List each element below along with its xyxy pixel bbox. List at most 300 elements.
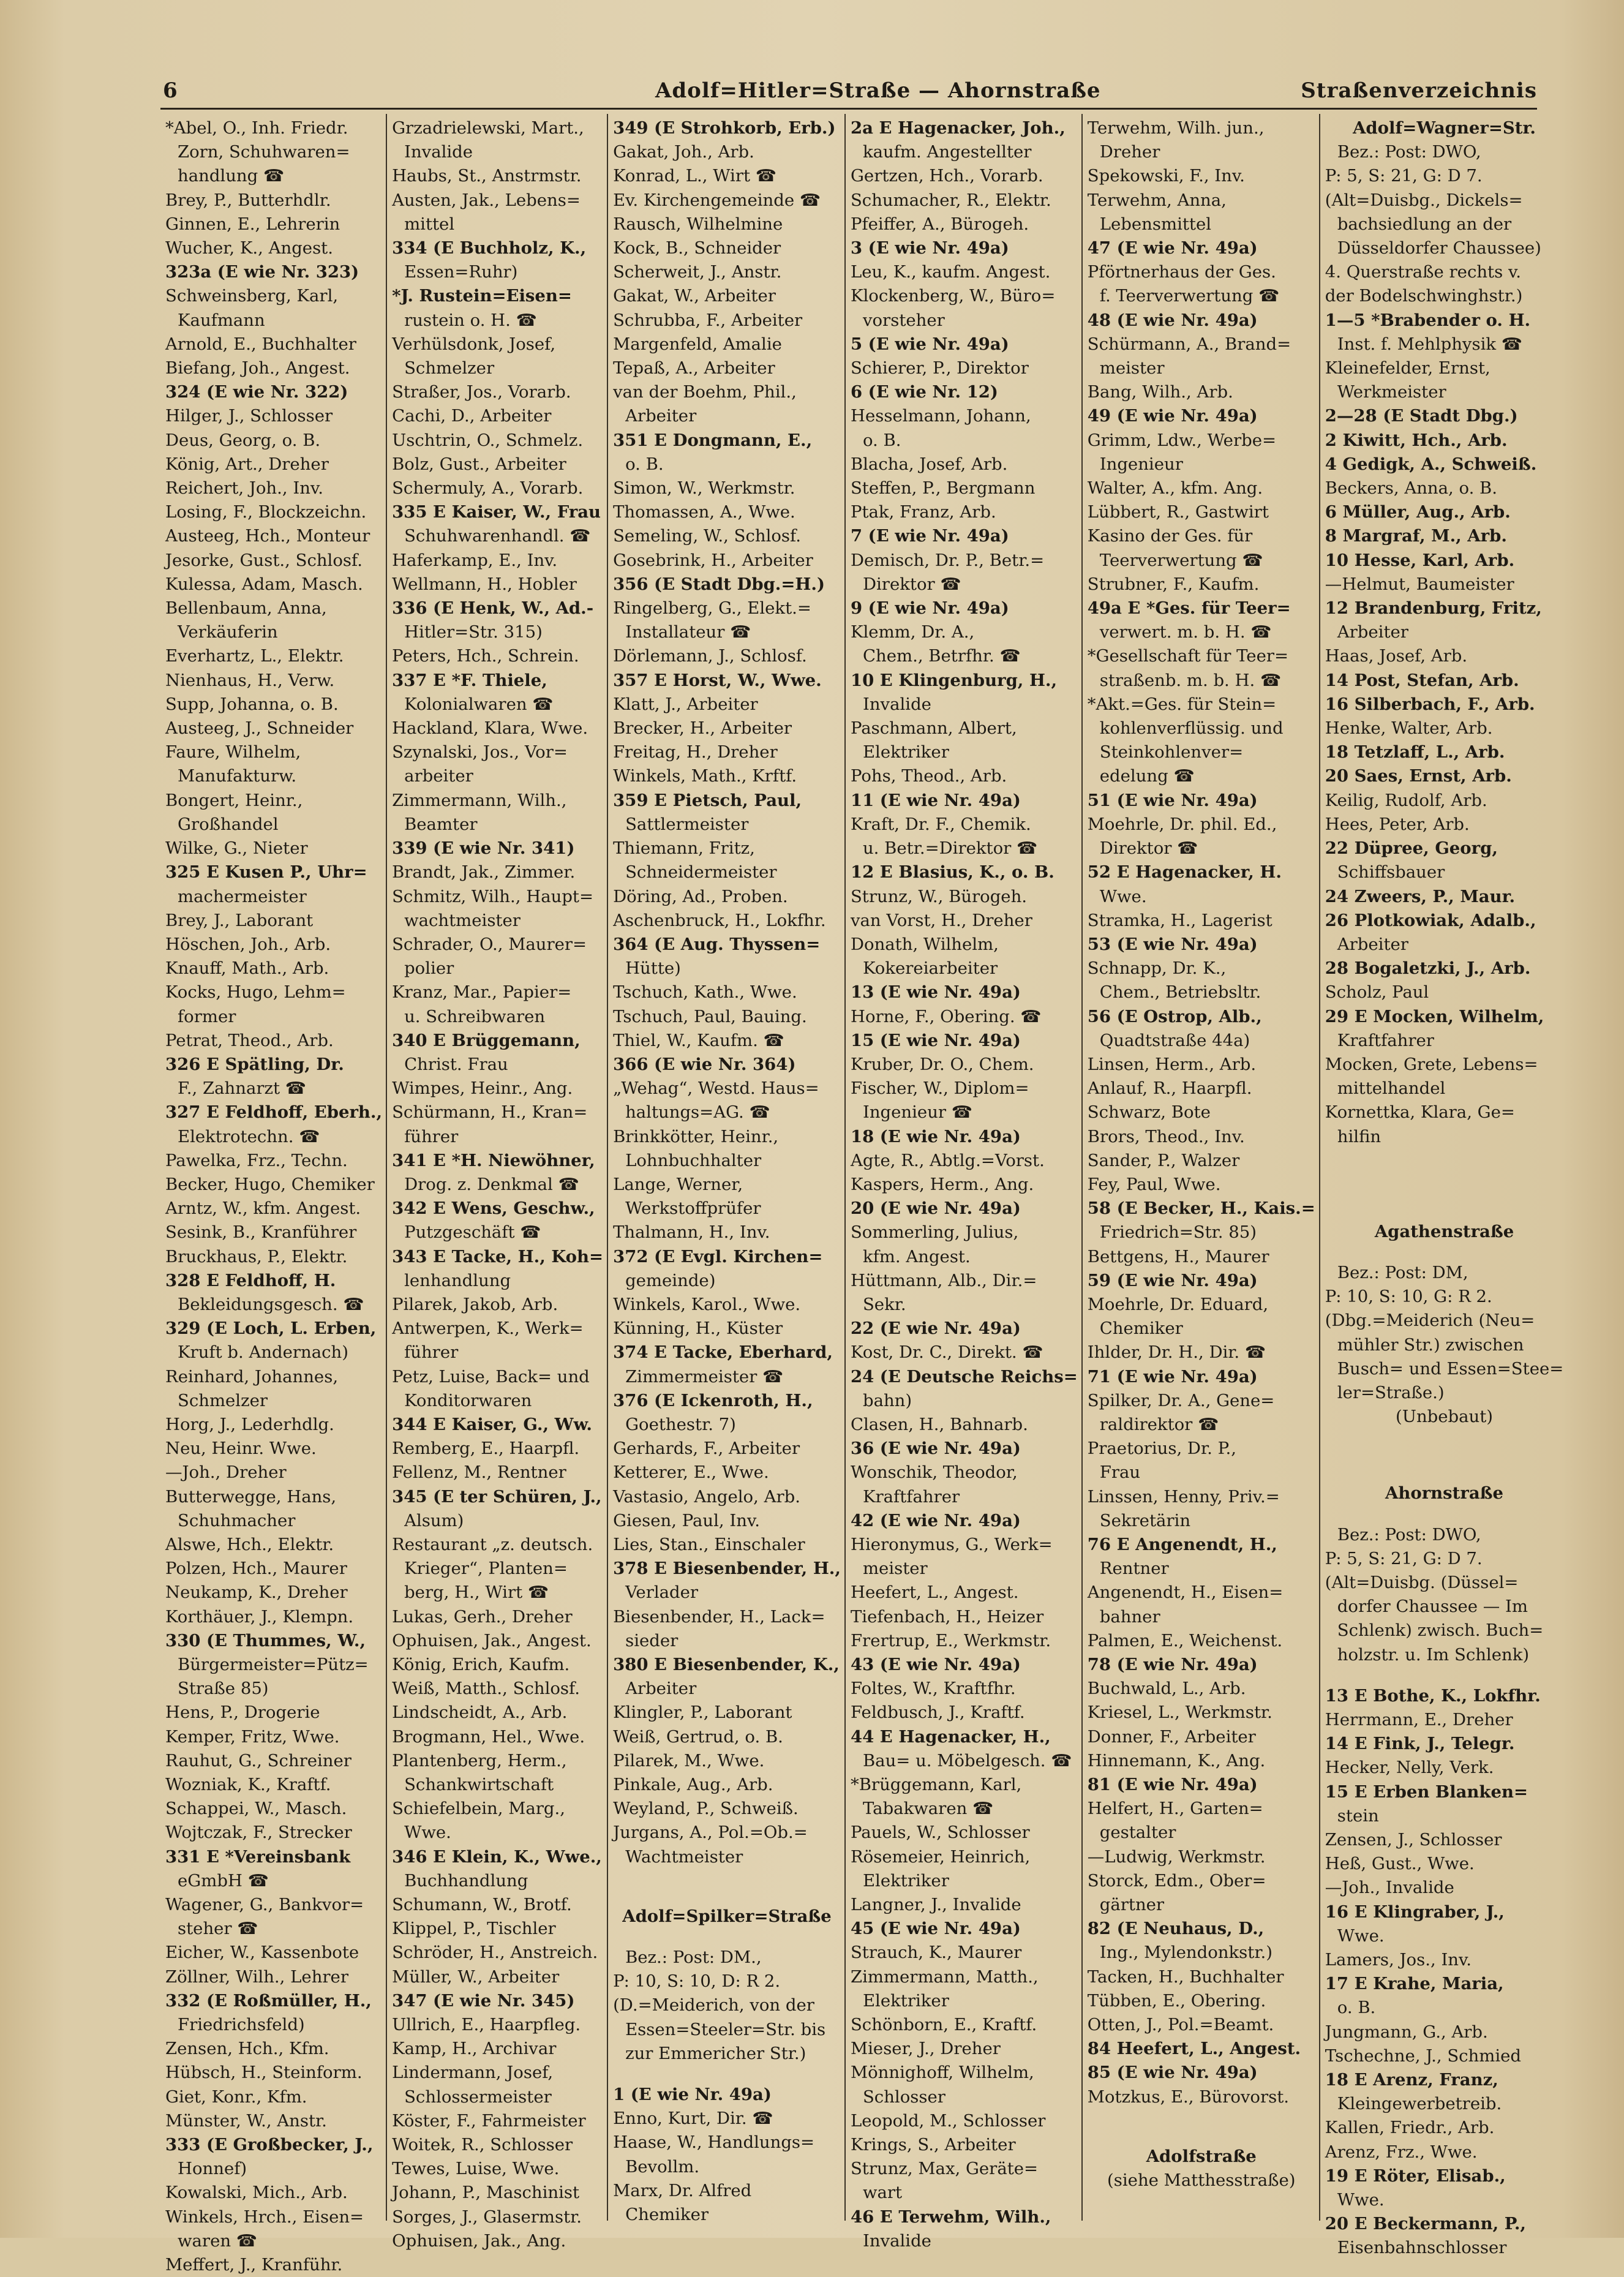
directory-entry-continuation: Sekr.	[862, 1294, 906, 1314]
directory-entry-continuation: Elektriker	[862, 1870, 949, 1891]
directory-entry-continuation: machermeister	[178, 886, 307, 906]
directory-entry: Nienhaus, H., Verw.	[165, 670, 335, 690]
directory-entry: Steffen, P., Bergmann	[850, 478, 1036, 499]
running-title: Adolf=Hitler=Straße — Ahornstraße	[655, 78, 1101, 103]
directory-entry-continuation: o. B.	[1337, 1998, 1376, 2018]
section-title: Straßenverzeichnis	[1301, 78, 1537, 103]
directory-entry-continuation: Kolonialwaren ☎	[404, 694, 554, 714]
directory-entry-continuation: Alsum)	[404, 1510, 464, 1530]
directory-entry: Palmen, E., Weichenst.	[1087, 1630, 1283, 1650]
directory-entry: Hieronymus, G., Werk=	[850, 1534, 1053, 1554]
directory-entry-continuation: Teerverwertung ☎	[1099, 550, 1263, 570]
directory-entry: Biesenbender, H., Lack=	[613, 1606, 825, 1627]
house-number-entry: 76 E Angenendt, H.,	[1087, 1534, 1277, 1554]
directory-entry: —Helmut, Baumeister	[1325, 574, 1514, 594]
directory-entry: Heefert, L., Angest.	[850, 1583, 1019, 1603]
directory-entry: (Alt=Duisbg., Dickels=	[1325, 190, 1523, 210]
directory-entry: Brecker, H., Arbeiter	[613, 718, 792, 739]
directory-entry: Jungmann, G., Arb.	[1325, 2022, 1488, 2042]
directory-entry: Simon, W., Werkmstr.	[613, 478, 795, 499]
house-number-entry: 8 Margraf, M., Arb.	[1325, 526, 1507, 546]
house-number-entry: 333 (E Großbecker, J.,	[165, 2135, 374, 2155]
directory-entry-continuation: Wachtmeister	[625, 1846, 743, 1867]
directory-entry-continuation: Schlenk) zwisch. Buch=	[1337, 1620, 1544, 1641]
house-number-entry: 13 (E wie Nr. 49a)	[850, 982, 1021, 1003]
directory-entry: Kraft, Dr. F., Chemik.	[850, 814, 1031, 834]
directory-entry-continuation: Arbeiter	[625, 1679, 697, 1699]
directory-entry: Leopold, M., Schlosser	[850, 2110, 1046, 2131]
directory-entry: Rauhut, G., Schreiner	[165, 1750, 351, 1771]
directory-entry: Schierer, P., Direktor	[850, 358, 1029, 378]
directory-entry-continuation: Tabakwaren ☎	[862, 1799, 994, 1819]
directory-entry-continuation: Invalide	[862, 694, 931, 714]
directory-entry-continuation: Kruft b. Andernach)	[178, 1342, 349, 1363]
directory-entry: Blacha, Josef, Arb.	[850, 454, 1008, 474]
directory-entry: Hackland, Klara, Wwe.	[392, 718, 588, 739]
directory-entry-continuation: steher ☎	[178, 1919, 258, 1939]
street-heading: Agathenstraße	[1374, 1221, 1514, 1241]
directory-entry-continuation: Werkmeister	[1337, 382, 1446, 402]
directory-entry: Haase, W., Handlungs=	[613, 2132, 815, 2153]
directory-entry: Lamers, Jos., Inv.	[1325, 1950, 1472, 1970]
house-number-entry: 18 E Arenz, Franz,	[1325, 2070, 1498, 2090]
directory-entry-continuation: Chemiker	[1099, 1319, 1183, 1339]
directory-entry-continuation: Kraftfahrer	[862, 1486, 960, 1507]
directory-entry: Pförtnerhaus der Ges.	[1087, 262, 1276, 282]
street-note: (siehe Matthesstraße)	[1107, 2170, 1296, 2191]
house-number-entry: 36 (E wie Nr. 49a)	[850, 1439, 1021, 1459]
directory-entry: Walter, A., kfm. Ang.	[1087, 478, 1263, 499]
directory-entry-continuation: Schlossermeister	[404, 2087, 552, 2107]
directory-entry-continuation: verwert. m. b. H. ☎	[1099, 622, 1272, 642]
directory-entry: der Bodelschwinghstr.)	[1325, 286, 1523, 306]
directory-entry-continuation: former	[178, 1006, 236, 1026]
directory-entry: Plantenberg, Herm.,	[392, 1750, 567, 1771]
directory-entry-continuation: Rentner	[1099, 1559, 1169, 1579]
directory-entry-continuation: Kleingewerbetreib.	[1337, 2094, 1502, 2114]
directory-entry: Lindermann, Josef,	[392, 2063, 554, 2083]
directory-entry: Szynalski, Jos., Vor=	[392, 742, 568, 762]
house-number-entry: 84 Heefert, L., Angest.	[1087, 2039, 1301, 2059]
directory-entry: König, Erich, Kaufm.	[392, 1655, 570, 1674]
spacer	[1325, 1667, 1564, 1684]
directory-entry: Ringelberg, G., Elekt.=	[613, 598, 811, 619]
house-number-entry: 2—28 (E Stadt Dbg.)	[1325, 406, 1518, 426]
directory-entry-continuation: haltungs=AG. ☎	[625, 1102, 770, 1123]
directory-entry: Scholz, Paul	[1325, 982, 1429, 1003]
header-rule	[160, 108, 1537, 110]
directory-entry: *Akt.=Ges. für Stein=	[1087, 694, 1277, 714]
directory-entry: Scherweit, J., Anstr.	[613, 262, 782, 282]
directory-entry: Sesink, B., Kranführer	[165, 1222, 357, 1243]
house-number-entry: 356 (E Stadt Dbg.=H.)	[613, 574, 825, 594]
house-number-entry: 349 (E Strohkorb, Erb.)	[613, 118, 836, 138]
directory-entry: Foltes, W., Kraftfhr.	[850, 1679, 1016, 1699]
spacer	[613, 2066, 841, 2083]
house-number-entry: 24 (E Deutsche Reichs=	[850, 1366, 1078, 1387]
directory-entry-continuation: wart	[862, 2183, 903, 2203]
directory-entry: Stramka, H., Lagerist	[1087, 910, 1273, 930]
directory-entry-continuation: Eisenbahnschlosser	[1337, 2238, 1507, 2258]
directory-entry: Moehrle, Dr. phil. Ed.,	[1087, 814, 1277, 834]
house-number-entry: 18 (E wie Nr. 49a)	[850, 1126, 1021, 1146]
directory-entry: Haas, Josef, Arb.	[1325, 646, 1468, 666]
directory-entry: Ophuisen, Jak., Ang.	[392, 2230, 566, 2251]
directory-entry-continuation: führer	[404, 1342, 459, 1363]
directory-entry-continuation: gestalter	[1099, 1823, 1176, 1843]
house-number-entry: 335 E Kaiser, W., Frau	[392, 502, 601, 522]
directory-entry: Ketterer, E., Wwe.	[613, 1462, 769, 1483]
directory-entry-continuation: Frau	[1099, 1462, 1141, 1483]
directory-entry: „Wehag“, Westd. Haus=	[613, 1078, 819, 1099]
house-number-entry: 18 Tetzlaff, L., Arb.	[1325, 742, 1505, 762]
house-number-entry: 339 (E wie Nr. 341)	[392, 838, 575, 859]
directory-entry: Uschtrin, O., Schmelz.	[392, 430, 584, 450]
directory-entry-continuation: raldirektor ☎	[1099, 1414, 1219, 1434]
directory-entry: Polzen, Hch., Maurer	[165, 1559, 347, 1579]
page-header	[153, 78, 1537, 115]
directory-entry: Becker, Hugo, Chemiker	[165, 1174, 375, 1194]
directory-entry: Terwehm, Wilh. jun.,	[1087, 118, 1265, 138]
directory-entry-continuation: Buchhandlung	[404, 1870, 528, 1891]
house-number-entry: 14 Post, Stefan, Arb.	[1325, 670, 1519, 690]
directory-entry: Neukamp, K., Dreher	[165, 1583, 348, 1603]
directory-entry: Gakat, W., Arbeiter	[613, 286, 776, 306]
house-number-entry: 1—5 *Brabender o. H.	[1325, 310, 1531, 330]
directory-entry-continuation: Kraftfahrer	[1337, 1030, 1434, 1050]
directory-entry: Horg, J., Lederhdlg.	[165, 1414, 334, 1434]
house-number-entry: 47 (E wie Nr. 49a)	[1087, 238, 1258, 258]
directory-entry: Ptak, Franz, Arb.	[850, 502, 996, 522]
directory-entry-continuation: kohlenverflüssig. und	[1099, 718, 1284, 739]
spacer	[1325, 1506, 1564, 1523]
directory-entry: Austeeg, Hch., Monteur	[165, 526, 370, 546]
directory-entry: Remberg, E., Haarpfl.	[392, 1439, 580, 1459]
directory-entry: P: 10, S: 10, D: R 2.	[613, 1971, 781, 1992]
house-number-entry: 3 (E wie Nr. 49a)	[850, 238, 1009, 258]
directory-entry: Jesorke, Gust., Schlosf.	[165, 550, 363, 570]
directory-entry-continuation: o. B.	[862, 430, 901, 450]
directory-entry-continuation: Bürgermeister=Pütz=	[178, 1655, 369, 1674]
directory-entry: Wozniak, K., Kraftf.	[165, 1775, 331, 1795]
house-number-entry: 345 (E ter Schüren, J.,	[392, 1486, 602, 1507]
columns	[160, 114, 1564, 2275]
house-number-entry: 329 (E Loch, L. Erben,	[165, 1319, 377, 1339]
house-number-entry: 16 E Klingraber, J.,	[1325, 1902, 1505, 1922]
directory-entry: Schumacher, R., Elektr.	[850, 190, 1051, 210]
directory-entry-continuation: bahn)	[862, 1390, 912, 1410]
directory-entry-continuation: u. Betr.=Direktor ☎	[862, 838, 1038, 859]
directory-entry: Kruber, Dr. O., Chem.	[850, 1054, 1034, 1074]
directory-entry: Gosebrink, H., Arbeiter	[613, 550, 813, 570]
directory-entry-continuation: führer	[404, 1126, 459, 1146]
directory-entry: Grzadrielewski, Mart.,	[392, 118, 584, 138]
directory-entry-continuation: Sekretärin	[1099, 1510, 1191, 1530]
directory-entry: Pauels, W., Schlosser	[850, 1823, 1030, 1843]
directory-entry: Thiel, W., Kaufm. ☎	[613, 1030, 784, 1050]
directory-entry: Hüttmann, Alb., Dir.=	[850, 1270, 1037, 1290]
directory-entry: Arnold, E., Buchhalter	[165, 334, 356, 354]
directory-entry-continuation: mühler Str.) zwischen	[1337, 1334, 1524, 1355]
directory-entry-continuation: Sattlermeister	[625, 814, 749, 834]
directory-entry: Butterwegge, Hans,	[165, 1486, 337, 1507]
directory-entry: Langner, J., Invalide	[850, 1895, 1021, 1915]
directory-entry: van Vorst, H., Dreher	[850, 910, 1032, 930]
directory-entry: Helfert, H., Garten=	[1087, 1799, 1263, 1819]
directory-entry: P: 5, S: 21, G: D 7.	[1325, 166, 1483, 186]
directory-entry: Haferkamp, E., Inv.	[392, 550, 558, 570]
directory-entry: Vastasio, Angelo, Arb.	[613, 1486, 800, 1507]
house-number-entry: 15 (E wie Nr. 49a)	[850, 1030, 1021, 1050]
directory-entry-continuation: Bez.: Post: DM.,	[625, 1948, 762, 1968]
house-number-entry: *J. Rustein=Eisen=	[392, 286, 572, 306]
directory-entry-continuation: mittel	[404, 214, 455, 234]
directory-entry: Kasino der Ges. für	[1087, 526, 1253, 546]
directory-entry: Kallen, Friedr., Arb.	[1325, 2118, 1495, 2138]
directory-entry: —Ludwig, Werkmstr.	[1087, 1846, 1266, 1867]
directory-entry: Pohs, Theod., Arb.	[850, 766, 1007, 786]
directory-entry: P: 10, S: 10, G: R 2.	[1325, 1287, 1492, 1307]
house-number-entry: 51 (E wie Nr. 49a)	[1087, 790, 1258, 810]
directory-entry: Thomassen, A., Wwe.	[613, 502, 795, 522]
directory-entry: Beckers, Anna, o. B.	[1325, 478, 1498, 499]
directory-entry: Heß, Gust., Wwe.	[1325, 1854, 1475, 1874]
directory-entry-continuation: Drog. z. Denkmal ☎	[404, 1174, 579, 1194]
directory-entry: Arenz, Frz., Wwe.	[1325, 2142, 1478, 2162]
directory-entry: Thiemann, Fritz,	[613, 838, 755, 859]
directory-entry: (Dbg.=Meiderich (Neu=	[1325, 1311, 1535, 1331]
house-number-entry: 44 E Hagenacker, H.,	[850, 1726, 1051, 1747]
directory-entry: Aschenbruck, H., Lokfhr.	[613, 910, 826, 930]
directory-entry-continuation: Quadtstraße 44a)	[1099, 1030, 1250, 1050]
directory-entry-continuation: Bau= u. Möbelgesch. ☎	[862, 1750, 1072, 1771]
house-number-entry: 5 (E wie Nr. 49a)	[850, 334, 1009, 354]
directory-entry: Brinkkötter, Heinr.,	[613, 1126, 779, 1146]
directory-entry-continuation: Friedrichsfeld)	[178, 2015, 305, 2035]
directory-entry-continuation: Invalide	[862, 2230, 931, 2251]
directory-entry-continuation: waren ☎	[178, 2230, 258, 2251]
directory-entry: Dörlemann, J., Schlosf.	[613, 646, 807, 666]
directory-entry: Austeeg, J., Schneider	[165, 718, 354, 739]
directory-entry: Weiß, Gertrud, o. B.	[613, 1726, 783, 1747]
directory-entry: Schürmann, A., Brand=	[1087, 334, 1291, 354]
house-number-entry: 26 Plotkowiak, Adalb.,	[1325, 910, 1536, 930]
directory-entry: Otten, J., Pol.=Beamt.	[1087, 2015, 1274, 2035]
directory-entry-continuation: Chem., Betriebsltr.	[1099, 982, 1261, 1003]
house-number-entry: 9 (E wie Nr. 49a)	[850, 598, 1009, 619]
directory-entry-continuation: Wwe.	[404, 1823, 451, 1843]
house-number-entry: 351 E Dongmann, E.,	[613, 430, 813, 450]
house-number-entry: 326 E Spätling, Dr.	[165, 1054, 344, 1074]
directory-entry: Hübsch, H., Steinform.	[165, 2063, 363, 2083]
directory-entry: Kost, Dr. C., Direkt. ☎	[850, 1342, 1043, 1363]
house-number-entry: 78 (E wie Nr. 49a)	[1087, 1655, 1258, 1674]
directory-entry-continuation: Schmelzer	[404, 358, 495, 378]
directory-entry-continuation: f. Teerverwertung ☎	[1099, 286, 1280, 306]
directory-entry-continuation: Schmelzer	[178, 1390, 268, 1410]
column-1	[160, 114, 387, 2275]
directory-entry: Tschuch, Paul, Bauing.	[613, 1006, 807, 1026]
directory-entry: Schnapp, Dr. K.,	[1087, 958, 1227, 979]
directory-entry-continuation: gemeinde)	[625, 1270, 716, 1290]
directory-entry-continuation: Großhandel	[178, 814, 279, 834]
directory-entry: Bolz, Gust., Arbeiter	[392, 454, 566, 474]
directory-entry-continuation: Bez.: Post: DWO,	[1337, 1524, 1481, 1545]
directory-entry-continuation: Inst. f. Mehlphysik ☎	[1337, 334, 1523, 354]
page-number: 6	[163, 78, 178, 103]
spacer	[1325, 1464, 1564, 1481]
directory-entry: Lindscheidt, A., Arb.	[392, 1703, 568, 1723]
directory-entry-continuation: Chem., Betrfhr. ☎	[862, 646, 1021, 666]
directory-entry: Krings, S., Arbeiter	[850, 2135, 1016, 2155]
directory-entry-continuation: vorsteher	[862, 310, 945, 330]
directory-entry: *Brüggemann, Karl,	[850, 1775, 1022, 1795]
house-number-entry: 29 E Mocken, Wilhelm,	[1325, 1006, 1544, 1026]
house-number-entry: 2 Kiwitt, Hch., Arb.	[1325, 430, 1508, 450]
house-number-entry: 81 (E wie Nr. 49a)	[1087, 1775, 1258, 1795]
directory-entry-continuation: Bevollm.	[625, 2156, 700, 2177]
directory-entry: Meffert, J., Kranführ.	[165, 2255, 343, 2275]
directory-entry-continuation: wachtmeister	[404, 910, 521, 930]
directory-entry: Ev. Kirchengemeinde ☎	[613, 190, 821, 210]
directory-entry: Ophuisen, Jak., Angest.	[392, 1630, 592, 1650]
house-number-entry: 334 (E Buchholz, K.,	[392, 238, 587, 258]
directory-entry: Schönborn, E., Kraftf.	[850, 2015, 1037, 2035]
directory-entry: Thalmann, H., Inv.	[613, 1222, 770, 1243]
directory-entry: Klippel, P., Tischler	[392, 1919, 556, 1939]
directory-entry-continuation: Beamter	[404, 814, 478, 834]
spacer	[1325, 1149, 1564, 1184]
directory-entry: Zensen, J., Schlosser	[1325, 1830, 1502, 1850]
directory-entry: Linsen, Herm., Arb.	[1087, 1054, 1257, 1074]
directory-entry: Woitek, R., Schlosser	[392, 2135, 573, 2155]
directory-entry: Wilke, G., Nieter	[165, 838, 308, 859]
house-number-entry: 341 E *H. Niewöhner,	[392, 1150, 595, 1170]
directory-entry: Wimpes, Heinr., Ang.	[392, 1078, 573, 1099]
directory-entry-continuation: Elektrotechn. ☎	[178, 1126, 320, 1146]
directory-entry: Losing, F., Blockzeichn.	[165, 502, 367, 522]
directory-entry: Antwerpen, K., Werk=	[392, 1319, 584, 1339]
directory-entry-continuation: Essen=Ruhr)	[404, 262, 518, 282]
house-number-entry: 17 E Krahe, Maria,	[1325, 1974, 1504, 1994]
directory-entry: Tewes, Luise, Wwe.	[392, 2159, 560, 2179]
house-number-entry: 20 Saes, Ernst, Arb.	[1325, 766, 1512, 786]
directory-entry: Knauff, Math., Arb.	[165, 958, 329, 979]
directory-entry: König, Art., Dreher	[165, 454, 329, 474]
directory-entry: Buchwald, L., Arb.	[1087, 1679, 1246, 1699]
directory-entry: Winkels, Hrch., Eisen=	[165, 2207, 364, 2227]
directory-entry: Anlauf, R., Haarpfl.	[1087, 1078, 1252, 1099]
directory-entry: Winkels, Math., Krftf.	[613, 766, 797, 786]
directory-entry: Kowalski, Mich., Arb.	[165, 2183, 348, 2203]
house-number-entry: 327 E Feldhoff, Eberh.,	[165, 1102, 383, 1123]
house-number-entry: 28 Bogaletzki, J., Arb.	[1325, 958, 1531, 979]
directory-entry: Konrad, L., Wirt ☎	[613, 166, 777, 186]
directory-entry-continuation: Bekleidungsgesch. ☎	[178, 1294, 364, 1314]
directory-entry: Lübbert, R., Gastwirt	[1087, 502, 1269, 522]
directory-entry: Moehrle, Dr. Eduard,	[1087, 1294, 1269, 1314]
directory-entry: Strunz, W., Bürogeh.	[850, 886, 1028, 906]
directory-entry: Sorges, J., Glasermstr.	[392, 2207, 582, 2227]
directory-entry: Pilarek, M., Wwe.	[613, 1750, 765, 1771]
directory-entry: Mönnighoff, Wilhelm,	[850, 2063, 1034, 2083]
house-number-entry: 330 (E Thummes, W.,	[165, 1630, 366, 1650]
directory-entry: Ihlder, Dr. H., Dir. ☎	[1087, 1342, 1266, 1363]
directory-entry: Schrader, O., Maurer=	[392, 934, 587, 954]
directory-entry-continuation: Friedrich=Str. 85)	[1099, 1222, 1257, 1243]
directory-entry: Wagener, G., Bankvor=	[165, 1895, 364, 1915]
house-number-entry: 46 E Terwehm, Wilh.,	[850, 2207, 1051, 2227]
directory-entry: Supp, Johanna, o. B.	[165, 694, 339, 714]
directory-entry: Arntz, W., kfm. Angest.	[165, 1199, 361, 1219]
directory-entry: Schrubba, F., Arbeiter	[613, 310, 803, 330]
directory-entry-continuation: Elektriker	[862, 742, 949, 762]
directory-entry: Ginnen, E., Lehrerin	[165, 214, 340, 234]
directory-entry: Donner, F., Arbeiter	[1087, 1726, 1256, 1747]
directory-entry-continuation: u. Schreibwaren	[404, 1006, 546, 1026]
spacer	[1325, 1184, 1564, 1220]
directory-entry: Kornettka, Klara, Ge=	[1325, 1102, 1515, 1123]
directory-entry: Lies, Stan., Einschaler	[613, 1534, 805, 1554]
directory-entry: Jurgans, A., Pol.=Ob.=	[613, 1823, 808, 1843]
directory-entry: Herrmann, E., Dreher	[1325, 1709, 1513, 1729]
directory-entry: Giet, Konr., Kfm.	[165, 2087, 307, 2107]
column-6	[1320, 114, 1568, 2258]
directory-entry: —Joh., Invalide	[1325, 1878, 1454, 1898]
directory-entry: Klingler, P., Laborant	[613, 1703, 792, 1723]
directory-entry: (Alt=Duisbg. (Düssel=	[1325, 1572, 1519, 1592]
directory-entry: Tübben, E., Obering.	[1087, 1990, 1266, 2011]
directory-entry: Hens, P., Drogerie	[165, 1703, 320, 1723]
directory-entry-continuation: Manufakturw.	[178, 766, 297, 786]
house-number-entry: 374 E Tacke, Eberhard,	[613, 1342, 833, 1363]
directory-entry: Neu, Heinr. Wwe.	[165, 1439, 317, 1459]
directory-entry-continuation: Schuhwarenhandl. ☎	[404, 526, 591, 546]
directory-entry: Kock, B., Schneider	[613, 238, 781, 258]
directory-entry: Pawelka, Frz., Techn.	[165, 1150, 348, 1170]
directory-entry-continuation: Ingenieur	[1099, 454, 1183, 474]
directory-entry-continuation: Schuhmacher	[178, 1510, 296, 1530]
directory-entry: Haubs, St., Anstrmstr.	[392, 166, 582, 186]
directory-entry-continuation: Installateur ☎	[625, 622, 751, 642]
directory-entry-continuation: Honnef)	[178, 2159, 247, 2179]
directory-entry: Donath, Wilhelm,	[850, 934, 999, 954]
directory-entry: 4. Querstraße rechts v.	[1325, 262, 1521, 282]
directory-entry: Semeling, W., Schlosf.	[613, 526, 801, 546]
directory-entry-continuation: Christ. Frau	[404, 1054, 508, 1074]
house-number-entry: 56 (E Ostrop, Alb.,	[1087, 1006, 1262, 1026]
directory-entry-continuation: arbeiter	[404, 766, 473, 786]
directory-entry: Bang, Wilh., Arb.	[1087, 382, 1233, 402]
directory-entry: Paschmann, Albert,	[850, 718, 1017, 739]
house-number-entry: 324 (E wie Nr. 322)	[165, 382, 348, 402]
directory-entry: Faure, Wilhelm,	[165, 742, 301, 762]
directory-entry: Wucher, K., Angest.	[165, 238, 333, 258]
directory-entry: Fellenz, M., Rentner	[392, 1462, 566, 1483]
house-number-entry: 22 (E wie Nr. 49a)	[850, 1319, 1021, 1339]
directory-entry: Giesen, Paul, Inv.	[613, 1510, 760, 1530]
house-number-entry: 331 E *Vereinsbank	[165, 1846, 351, 1867]
directory-entry-continuation: Verkäuferin	[178, 622, 278, 642]
directory-entry-continuation: meister	[1099, 358, 1165, 378]
directory-entry: Mocken, Grete, Lebens=	[1325, 1054, 1538, 1074]
directory-entry-continuation: Putzgeschäft ☎	[404, 1222, 541, 1243]
spacer	[1325, 1244, 1564, 1261]
house-number-entry: 346 E Klein, K., Wwe.,	[392, 1846, 602, 1867]
house-number-entry: 323a (E wie Nr. 323)	[165, 262, 359, 282]
directory-entry-continuation: holzstr. u. Im Schlenk)	[1337, 1644, 1530, 1665]
directory-entry-continuation: Straße 85)	[178, 1679, 269, 1699]
